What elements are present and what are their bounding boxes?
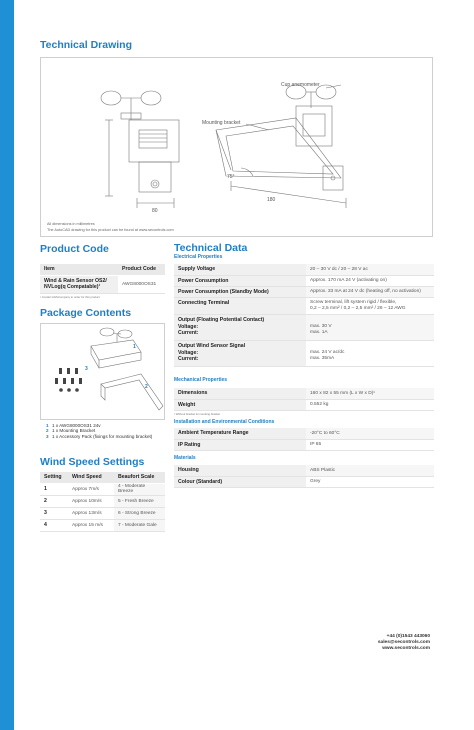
callout-2: 2 xyxy=(145,384,148,390)
left-accent-bar xyxy=(0,0,14,730)
package-item: 3 1 x Accessory Pack (fixings for mounting bracket) xyxy=(46,433,153,439)
technical-drawing-svg xyxy=(41,58,434,238)
mounting-bracket-label: Mounting bracket xyxy=(202,120,241,126)
electrical-properties-heading: Electrical Properties xyxy=(174,254,223,260)
package-contents-list xyxy=(46,423,152,439)
wind-header-scale: Beaufort Scale xyxy=(114,472,165,483)
mechanical-table xyxy=(174,388,434,411)
package-item: 2 1 x Mounting Bracket xyxy=(46,428,96,434)
installation-heading: Installation and Environmental Conditions xyxy=(174,419,275,425)
package-item: 1 1 x AWG8000OS31 24v xyxy=(46,423,101,428)
wind-speed-table xyxy=(40,472,165,532)
drawing-note-units: All dimensions in millimetres xyxy=(47,222,95,226)
angle-dimension-label: 75° xyxy=(227,174,235,180)
materials-heading: Materials xyxy=(174,455,196,461)
contact-email[interactable]: sales@secontrols.com xyxy=(377,639,430,645)
drawing-note-cad: The AutoCAD drawing for this product can be found at www.secontrols.com xyxy=(47,228,174,232)
table-row: Supply Voltage 20 – 30 V dc / 20 – 28 V ac xyxy=(174,264,434,275)
table-row: Ambient Temperature Range -20°C to 60°C xyxy=(174,428,434,439)
callout-1: 1 xyxy=(133,344,136,350)
installation-table xyxy=(174,428,434,451)
technical-data-title: Technical Data xyxy=(174,242,248,254)
product-code-title: Product Code xyxy=(40,243,109,255)
product-code-table xyxy=(40,264,165,294)
mechanical-footnote: ¹ Without bracket & mounting bracket xyxy=(174,412,221,416)
width-dimension-label: 80 xyxy=(152,208,158,214)
cup-anemometer-label: Cup anemometer xyxy=(281,82,320,88)
technical-drawing xyxy=(40,57,433,237)
table-row: Connecting Terminal Screw terminal, lift system rigid / flexible, 0,2 – 2,5 mm² / 0,2 – 2,5 mm² / 26 – 12 AWG xyxy=(174,297,434,314)
contact-block xyxy=(378,634,430,651)
package-contents-illustration xyxy=(40,323,165,420)
table-row: Colour (Standard) Grey xyxy=(174,476,434,487)
wind-header-setting: Setting xyxy=(40,472,68,483)
table-row: Output (Floating Potential Contact) Voltage: Current: max. 30 V max. 1A xyxy=(174,314,434,340)
table-row: Dimensions 160 x 82 x 55 mm (L x W x D)¹ xyxy=(174,388,434,399)
materials-table xyxy=(174,465,434,488)
table-row: 4 Approx 15 m/s 7 - Moderate Gale xyxy=(40,519,165,531)
product-item-name: Wind & Rain Sensor OS2/ NVLog(q Compatable)¹ xyxy=(40,275,118,293)
technical-drawing-title: Technical Drawing xyxy=(40,39,132,51)
length-dimension-label: 180 xyxy=(267,197,276,203)
table-row: Power Consumption (Standby Mode) Approx. 33 mA at 24 V dc (heating off, no activation) xyxy=(174,286,434,297)
table-row: Housing ABS Plastic xyxy=(174,465,434,476)
product-code-footnote: ¹ Contact AGS/company to order for this product xyxy=(40,295,100,299)
contact-phone: +44 (0)1543 443060 xyxy=(386,634,430,639)
contact-website[interactable]: www.secontrols.com xyxy=(382,645,430,651)
product-item-code: AWG8000OS31 xyxy=(118,275,165,293)
wind-speed-settings-title: Wind Speed Settings xyxy=(40,456,145,468)
callout-3: 3 xyxy=(85,366,88,372)
wind-header-speed: Wind Speed xyxy=(68,472,114,483)
table-row: Output Wind Sensor Signal Voltage: Current: max. 24 V ac/dc max. 35mA xyxy=(174,340,434,366)
table-row: 1 Approx 7m/s 4 - Moderate Breeze xyxy=(40,483,165,495)
package-contents-title: Package Contents xyxy=(40,307,132,319)
product-code-header-item: Item xyxy=(40,264,118,275)
package-contents-svg xyxy=(41,324,166,421)
product-code-header-code: Product Code xyxy=(118,264,165,275)
table-row: IP Rating IP 65 xyxy=(174,439,434,450)
table-row: 2 Approx 10m/s 5 - Fresh Breeze xyxy=(40,495,165,507)
table-row: Power Consumption Approx. 170 mA 24 V (activating on) xyxy=(174,275,434,286)
mechanical-properties-heading: Mechanical Properties xyxy=(174,377,228,383)
table-row: Weight 0.552 kg xyxy=(174,399,434,410)
table-row: 3 Approx 13m/s 6 - Strong Breeze xyxy=(40,507,165,519)
electrical-table xyxy=(174,264,434,367)
